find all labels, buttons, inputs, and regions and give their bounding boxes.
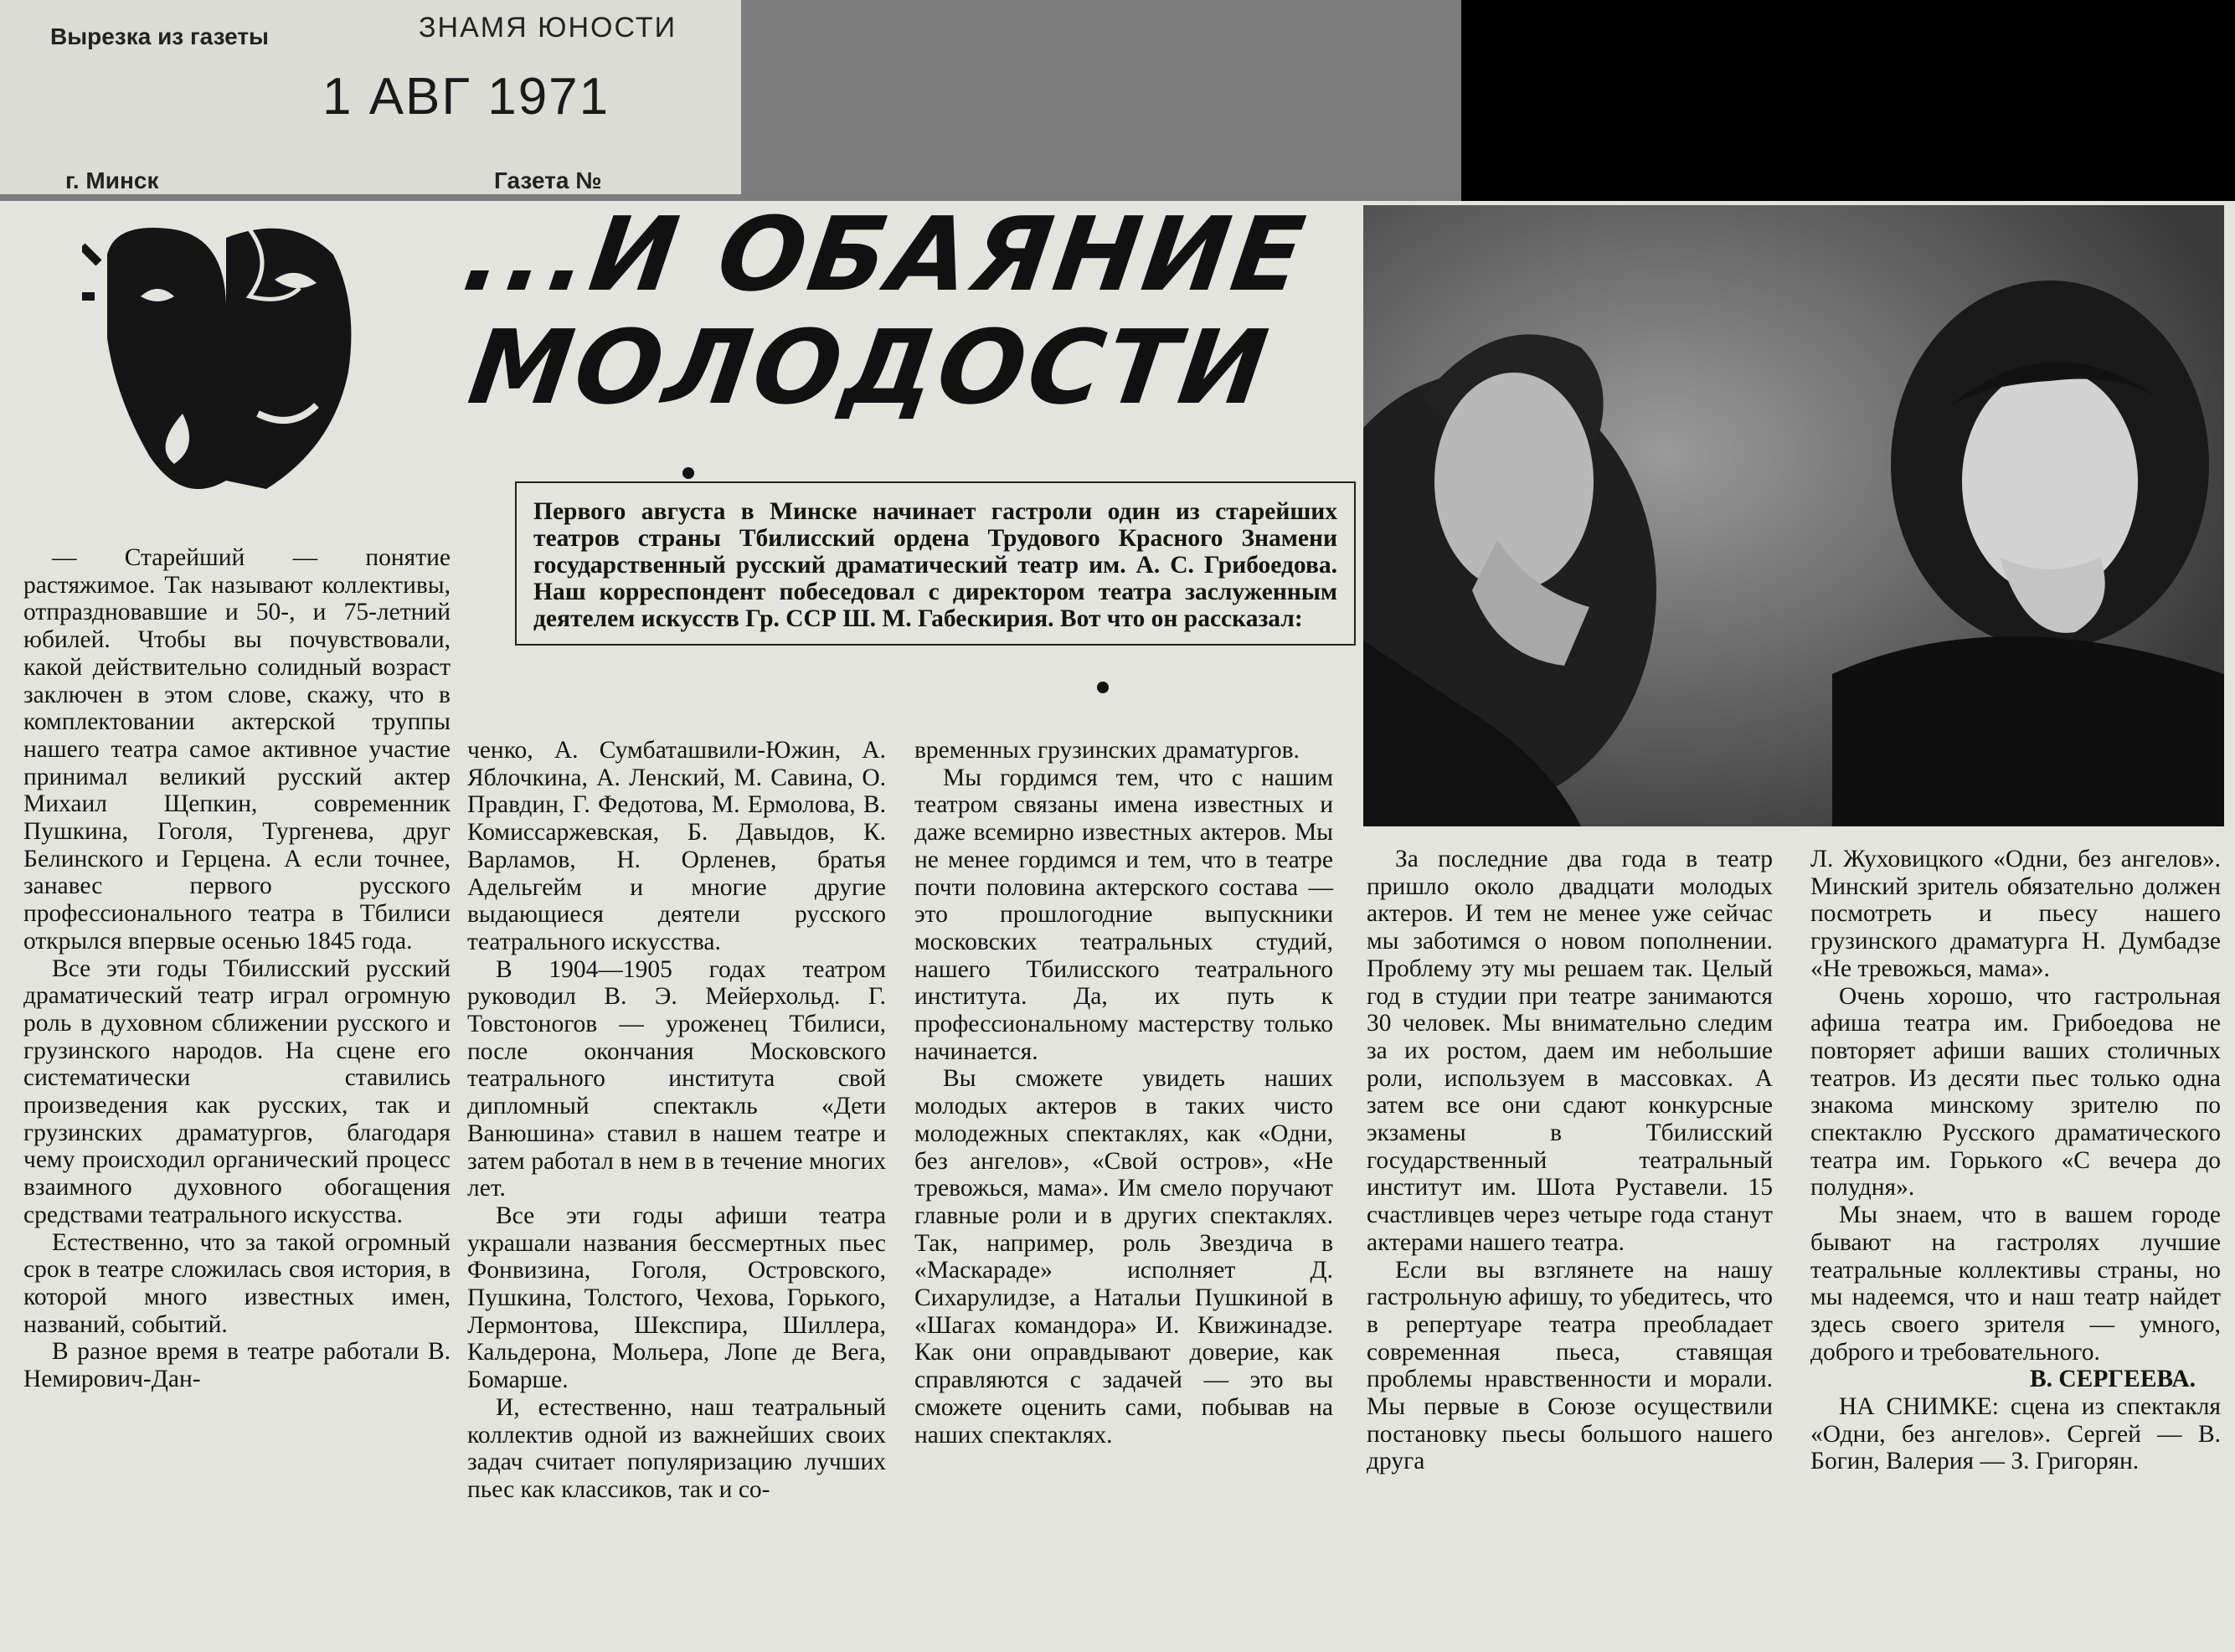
paragraph: Мы гордимся тем, что с нашим театром связаны имена известных и даже всемирно известных актеров. Мы не менее гордимся и тем, что в театре почти половина актерского состава — это прошлогодние выпускники московских театральных студий, нашего Тбилисского театрального института. Да, их путь к профессиональному мастерству только начинается. — [914, 764, 1333, 1065]
paragraph: И, естественно, наш театральный коллектив одной из важнейших своих задач считает популяризацию лучших пьес как классиков, так и со- — [467, 1393, 886, 1503]
paragraph: В разное время в театре работали В. Немирович-Дан- — [23, 1338, 451, 1393]
paragraph: За последние два года в театр пришло около двадцати молодых актеров. И тем не менее уже сейчас мы заботимся о новом пополнении. Проблему эту мы решаем так. Целый год в студии при театре занимаются 30 человек. Мы внимательно следим за их ростом, даем им небольшие роли, используем в массовках. А затем все они сдают конкурсные экзамены в Тбилисский государственный театральный институт им. Шота Руставели. 15 счастливцев через четыре года станут актерами нашего театра. — [1367, 846, 1773, 1256]
paragraph: — Старейший — понятие растяжимое. Так называют коллективы, отпраздновавшие и 50-, и 75-летний юбилей. Чтобы вы почувствовали, какой действительно солидный возраст заключен в этом слове, скажу, что в комплектовании актерской труппы нашего театра самое активное участие принимал великий русский актер Михаил Щепкин, современник Пушкина, Гоголя, Тургенева, друг Белинского и Герцена. А если точнее, занавес первого русского профессионального театра в Тбилиси открылся впервые осенью 1845 года. — [23, 544, 451, 955]
paragraph: Мы знаем, что в вашем городе бывают на гастролях лучшие театральные коллективы страны, но мы надеемся, что и наш театр найдет здесь своего зрителя — умного, доброго и требовательного. — [1810, 1202, 2221, 1366]
column-2 — [467, 737, 886, 1504]
ornament-dot — [1097, 682, 1109, 693]
author-signature: В. СЕРГЕЕВА. — [2029, 1366, 2196, 1393]
article-title-line2: МОЛОДОСТИ — [462, 308, 1278, 427]
column-5 — [1810, 846, 2221, 1475]
clipping-label — [0, 0, 741, 194]
column-4 — [1367, 846, 1773, 1475]
theatre-masks-icon — [82, 204, 371, 516]
ornament-dot — [682, 467, 694, 479]
cut-from-label: Вырезка из газеты — [50, 23, 269, 49]
paragraph: Вы сможете увидеть наших молодых актеров в таких чисто молодежных спектаклях, как «Одни, без ангелов», «Свой остров», «Не тревожься, мама». Им смело поручают главные роли и в других спектаклях. Так, например, роль Звездича в «Маскараде» исполняет Д. Сихарулидзе, а Натальи Пушкиной в «Шагах командора» И. Квижинадзе. Как они оправдывают доверие, как справляются с задачей — это вы сможете оценить сами, побывав на наших спектаклях. — [914, 1065, 1333, 1449]
date-stamp: 1 АВГ 1971 — [322, 68, 610, 126]
article-photo — [1363, 205, 2224, 826]
article-intro: Первого августа в Минске начинает гастроли один из старейших театров страны Тбилисский ордена Трудового Красного Знамени государственный русский драматический театр им. А. С. Грибоедова. Наш корреспондент побеседовал с директором театра заслуженным деятелем искусств Гр. ССР Ш. М. Габескирия. Вот что он рассказал: — [515, 481, 1356, 646]
column-1 — [23, 544, 451, 1393]
paragraph: Естественно, что за такой огромный срок в театре сложилась своя история, в которой много известных имен, названий, событий. — [23, 1228, 451, 1338]
paragraph: Очень хорошо, что гастрольная афиша театра им. Грибоедова не повторяет афиши ваших столичных театров. Из десяти пьес только одна знакома минскому зрителю по спектаклю Русского драматического театра им. Горького «С вечера до полудня». — [1810, 982, 2221, 1202]
article-title-line1: ...И ОБАЯНИЕ — [456, 195, 1315, 314]
paragraph: ченко, А. Сумбаташвили-Южин, А. Яблочкина, А. Ленский, М. Савина, О. Правдин, Г. Федотова, М. Ермолова, В. Комиссаржевская, Б. Давыдов, К. Варламов, Н. Орленев, братья Адельгейм и многие другие выдающиеся деятели русского театрального искусства. — [467, 737, 886, 955]
city-label: г. Минск — [65, 167, 159, 193]
paragraph: Л. Жуховицкого «Одни, без ангелов». Минский зритель обязательно должен посмотреть и пьесу нашего грузинского драматурга Н. Думбадзе «Не тревожься, мама». — [1810, 846, 2221, 982]
paragraph: Если вы взглянете на нашу гастрольную афишу, то убедитесь, что в репертуаре театра преобладает современная пьеса, ставящая проблемы нравственности и морали. Мы первые в Союзе осуществили постановку пьесы большого нашего друга — [1367, 1256, 1773, 1475]
paragraph: В 1904—1905 годах театром руководил В. Э. Мейерхольд. Г. Товстоногов — уроженец Тбилиси, после окончания Московского театрального института свой дипломный спектакль «Дети Ванюшина» ставил в нашем театре и затем работал в нем в в течение многих лет. — [467, 955, 886, 1202]
paragraph: временных грузинских драматургов. — [914, 737, 1300, 764]
newspaper-name: ЗНАМЯ ЮНОСТИ — [419, 12, 677, 44]
column-3 — [914, 737, 1333, 1449]
paragraph: Все эти годы афиши театра украшали названия бессмертных пьес Фонвизина, Гоголя, Островского, Пушкина, Толстого, Чехова, Горького, Лермонтова, Шекспира, Шиллера, Кальдерона, Мольера, Лопе де Вега, Бомарше. — [467, 1202, 886, 1394]
paragraph: Все эти годы Тбилисский русский драматический театр играл огромную роль в духовном сближении русского и грузинского народов. На сцене его систематически ставились произведения как русских, так и грузинских драматургов, благодаря чему происходил органический процесс взаимного духовного обогащения средствами театрального искусства. — [23, 955, 451, 1228]
gazette-number-label: Газета № — [494, 167, 602, 193]
photo-caption: НА СНИМКЕ: сцена из спектакля «Одни, без ангелов». Сергей — В. Богин, Валерия — З. Григорян. — [1810, 1393, 2221, 1475]
